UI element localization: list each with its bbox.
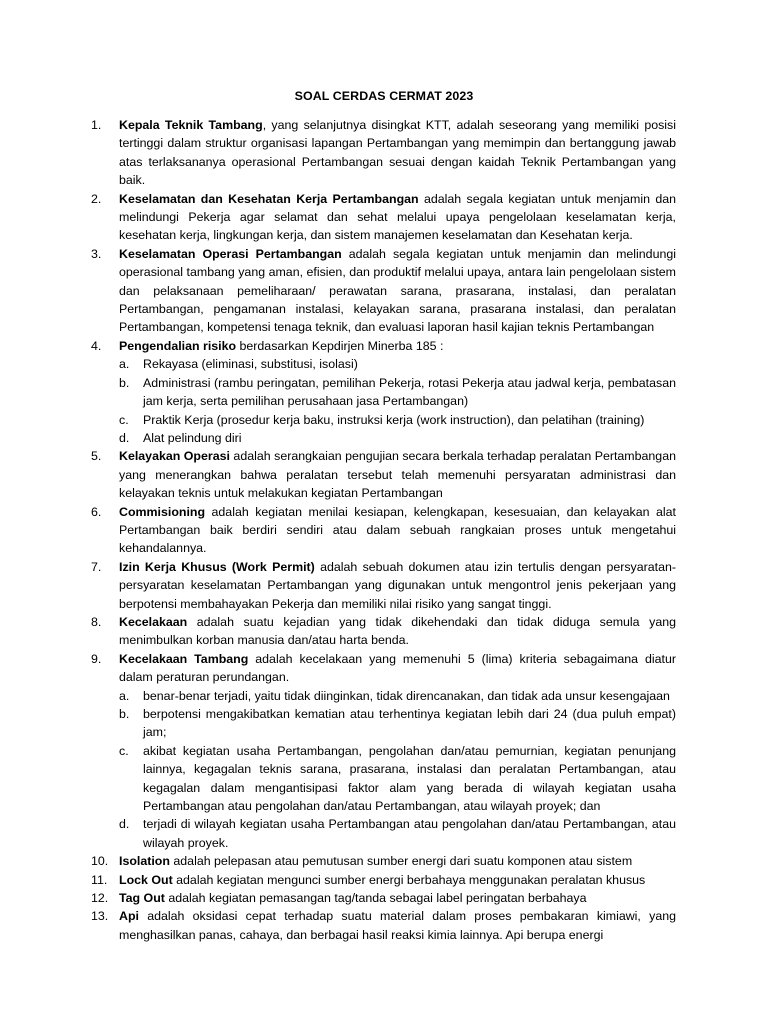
list-item xyxy=(91,245,676,337)
sub-item-letter: c. xyxy=(119,743,129,758)
definition-text: berdasarkan Kepdirjen Minerba 185 : xyxy=(236,338,444,353)
list-item xyxy=(91,613,676,650)
term: Lock Out xyxy=(119,872,173,887)
item-number: 4. xyxy=(91,338,102,353)
list-item xyxy=(91,871,676,889)
item-body xyxy=(119,558,676,613)
item-number: 10. xyxy=(91,854,109,869)
item-number: 2. xyxy=(91,191,102,206)
sub-item-text: Rekayasa (eliminasi, substitusi, isolasi) xyxy=(143,357,358,372)
sub-item-letter: d. xyxy=(119,817,130,832)
list-item xyxy=(91,337,676,447)
item-number: 1. xyxy=(91,118,102,132)
item-body xyxy=(119,190,676,245)
item-number: 6. xyxy=(91,504,102,519)
item-body xyxy=(119,889,676,907)
sub-list-item xyxy=(119,411,676,429)
item-number: 12. xyxy=(91,891,109,906)
list-item xyxy=(91,116,676,190)
sub-item-letter: b. xyxy=(119,707,130,721)
item-number: 5. xyxy=(91,449,102,464)
item-number: 7. xyxy=(91,559,102,574)
sub-list xyxy=(119,687,676,853)
definition-text: adalah oksidasi cepat terhadap suatu material dalam proses pembakaran kimiawi, yang menghasilkan panas, cahaya, dan berbagai hasil reaksi kimia lainnya. Api berupa energi xyxy=(119,909,676,942)
definition-text: adalah kegiatan pemasangan tag/tanda sebagai label peringatan berbahaya xyxy=(164,891,587,906)
definition-text: adalah segala kegiatan untuk menjamin dan melindungi operasional tambang yang aman, efisien, dan produktif melalui upaya, antara lain pengelolaan sistem dan pelaksanaan pemeliharaan/ perawatan sarana, prasarana, instalasi, dan peralatan Pertambangan, pengamanan instalasi, kelayakan sarana, prasarana instalasi, dan peralatan Pertambangan, kompetensi tenaga teknik, dan evaluasi laporan hasil kajian teknis Pertambangan xyxy=(119,246,676,335)
sub-item-text: Administrasi (rambu peringatan, pemilihan Pekerja, rotasi Pekerja atau jadwal kerja, pembatasan jam kerja, serta pemilihan perusahaan jasa Pertambangan) xyxy=(143,375,676,409)
item-body xyxy=(119,245,676,337)
sub-list-item xyxy=(119,687,676,705)
sub-list-item xyxy=(119,705,676,742)
sub-item-text: terjadi di wilayah kegiatan usaha Pertambangan atau pengolahan dan/atau Pertambangan, atau wilayah proyek. xyxy=(143,817,676,850)
item-body xyxy=(119,116,676,190)
item-body xyxy=(119,337,676,355)
list-item xyxy=(91,852,676,870)
sub-item-text: berpotensi mengakibatkan kematian atau terhentinya kegiatan lebih dari 24 (dua puluh empat) jam; xyxy=(143,707,676,740)
item-number: 13. xyxy=(91,909,109,924)
term: Tag Out xyxy=(119,891,165,906)
item-number: 8. xyxy=(91,614,102,629)
sub-list xyxy=(119,355,676,447)
page-title: SOAL CERDAS CERMAT 2023 xyxy=(294,89,474,103)
list-item xyxy=(91,889,676,907)
list-item xyxy=(91,650,676,852)
item-body xyxy=(119,907,676,944)
term: Keselamatan Operasi Pertambangan xyxy=(119,246,342,261)
list-item xyxy=(91,190,676,245)
term: Kepala Teknik Tambang xyxy=(119,118,263,132)
term: Izin Kerja Khusus (Work Permit) xyxy=(119,559,315,574)
definition-text: adalah segala kegiatan untuk menjamin dan melindungi Pekerja agar selamat dan sehat melalui upaya pengelolaan keselamatan kerja, kesehatan kerja, lingkungan kerja, dan sistem manajemen keselamatan dan Kesehatan kerja. xyxy=(119,191,677,243)
item-body xyxy=(119,447,676,502)
definition-text: adalah suatu kejadian yang tidak dikehendaki dan tidak diduga semula yang menimbulkan korban manusia dan/atau harta benda. xyxy=(119,614,676,648)
sub-list-item xyxy=(119,355,676,373)
sub-item-letter: d. xyxy=(119,430,130,445)
list-item xyxy=(91,907,676,944)
item-number: 9. xyxy=(91,651,102,666)
term: Kecelakaan xyxy=(119,614,188,629)
definition-text: , yang selanjutnya disingkat KTT, adalah seseorang yang memiliki posisi tertinggi dalam struktur organisasi lapangan Pertambangan yang memimpin dan bertanggung jawab atas terlaksananya operasional Pertambangan sesuai dengan kaidah Teknik Pertambangan yang baik. xyxy=(119,118,676,188)
definition-text: adalah sebuah dokumen atau izin tertulis dengan persyaratan-persyaratan keselamatan Pertambangan yang digunakan untuk mengontrol jenis pekerjaan yang berpotensi membahayakan Pekerja dan memiliki nilai risiko yang sangat tinggi. xyxy=(119,559,677,611)
sub-item-text: akibat kegiatan usaha Pertambangan, pengolahan dan/atau pemurnian, kegiatan penunjang lainnya, kegagalan teknis sarana, prasarana, instalasi dan peralatan Pertambangan, atau kegagalan dalam mengantisipasi faktor alam yang berada di wilayah kegiatan usaha Pertambangan atau pengolahan dan/atau Pertambangan, atau wilayah proyek; dan xyxy=(143,743,676,814)
sub-item-text: Alat pelindung diri xyxy=(143,430,242,445)
definition-text: adalah kegiatan menilai kesiapan, kelengkapan, kesesuaian, dan kelayakan alat Pertambangan baik berdiri sendiri atau dalam sebuah rangkaian proses untuk mengetahui kehandalannya. xyxy=(119,504,676,556)
sub-item-text: benar-benar terjadi, yaitu tidak diinginkan, tidak direncanakan, dan tidak ada unsur kesengajaan xyxy=(143,688,670,703)
item-body xyxy=(119,613,676,650)
sub-list-item xyxy=(119,742,676,816)
item-number: 11. xyxy=(91,872,108,887)
item-body xyxy=(119,852,676,870)
definition-text: adalah kegiatan mengunci sumber energi berbahaya menggunakan peralatan khusus xyxy=(172,872,646,887)
term: Kecelakaan Tambang xyxy=(119,651,249,666)
sub-item-letter: a. xyxy=(119,357,130,372)
term: Pengendalian risiko xyxy=(119,338,237,353)
definition-text: adalah serangkaian pengujian secara berkala terhadap peralatan Pertambangan yang menerangkan bahwa peralatan tersebut telah memenuhi persyaratan administrasi dan kelayakan teknis untuk melakukan kegiatan Pertambangan xyxy=(119,449,676,501)
definition-text: adalah pelepasan atau pemutusan sumber energi dari suatu komponen atau sistem xyxy=(169,854,633,869)
item-body xyxy=(119,871,676,889)
numbered-list xyxy=(91,116,676,944)
term: Keselamatan dan Kesehatan Kerja Pertambangan xyxy=(119,191,419,206)
sub-list-item xyxy=(119,815,676,852)
term: Isolation xyxy=(119,854,170,869)
definition-text: adalah kecelakaan yang memenuhi 5 (lima) kriteria sebagaimana diatur dalam peraturan perundangan. xyxy=(119,651,676,685)
term: Commisioning xyxy=(119,504,206,519)
list-item xyxy=(91,558,676,613)
item-number: 3. xyxy=(91,246,102,261)
sub-item-text: Praktik Kerja (prosedur kerja baku, instruksi kerja (work instruction), dan pelatihan (training) xyxy=(143,412,645,427)
term: Api xyxy=(119,909,139,924)
sub-list-item xyxy=(119,374,676,411)
item-body xyxy=(119,503,676,558)
term: Kelayakan Operasi xyxy=(119,449,230,464)
sub-item-letter: c. xyxy=(119,412,129,427)
list-item xyxy=(91,503,676,558)
item-body xyxy=(119,650,676,687)
sub-item-letter: b. xyxy=(119,375,130,390)
list-item xyxy=(91,447,676,502)
sub-item-letter: a. xyxy=(119,688,130,703)
sub-list-item xyxy=(119,429,676,447)
